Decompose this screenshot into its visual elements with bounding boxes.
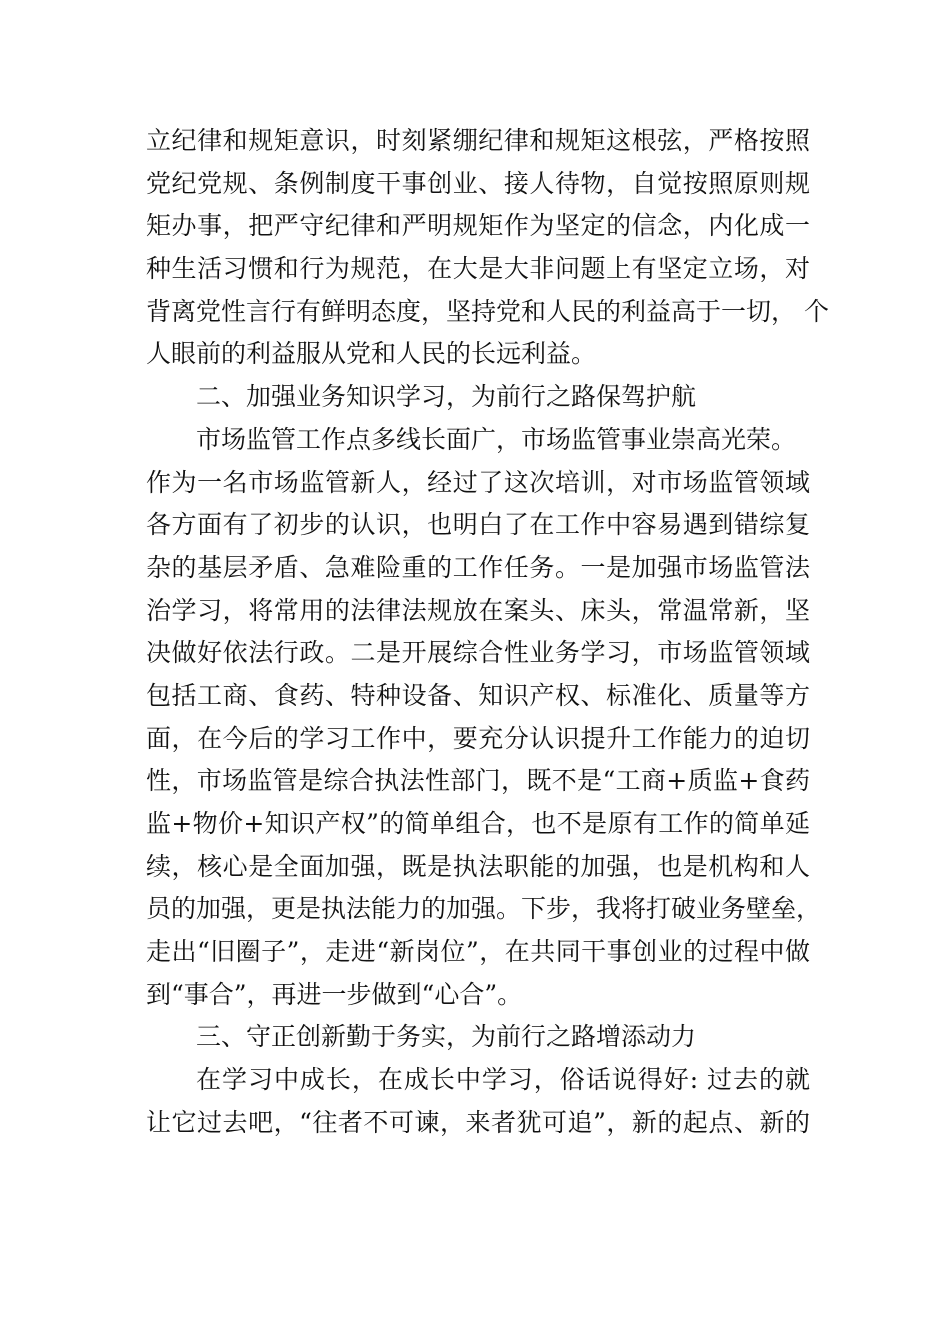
- text-line: 立纪律和规矩意识，时刻紧绷纪律和规矩这根弦，严格按照: [146, 126, 810, 155]
- text-line: 作为一名市场监管新人，经过了这次培训，对市场监管领域: [146, 467, 810, 497]
- text-line: 员的加强，更是执法能力的加强。下步，我将打破业务壁垒，: [146, 894, 822, 924]
- text-line: 性，市场监管是综合执法性部门，既不是“工商+质监+食药: [146, 766, 810, 796]
- text-line: 决做好依法行政。二是开展综合性业务学习，市场监管领域: [146, 638, 810, 668]
- text-line: 市场监管工作点多线长面广，市场监管事业崇高光荣。: [196, 424, 797, 454]
- text-line: 走出“旧圈子”，走进“新岗位”，在共同干事创业的过程中做: [146, 937, 810, 967]
- document-body: [146, 120, 829, 1145]
- text-line: 在学习中成长，在成长中学习，俗话说得好: 过去的就: [196, 1065, 810, 1095]
- text-line: 杂的基层矛盾、急难险重的工作任务。一是加强市场监管法: [146, 552, 810, 582]
- text-line: 包括工商、食药、特种设备、知识产权、标准化、质量等方: [146, 680, 810, 710]
- text-line: 面，在今后的学习工作中，要充分认识提升工作能力的迫切: [146, 723, 810, 753]
- text-line: 矩办事，把严守纪律和严明规矩作为坚定的信念，内化成一: [146, 211, 810, 241]
- text-line: 续，核心是全面加强，既是执法职能的加强，也是机构和人: [146, 851, 810, 881]
- text-line: 让它过去吧，“往者不可谏，来者犹可追”，新的起点、新的: [146, 1107, 810, 1137]
- text-line: 各方面有了初步的认识，也明白了在工作中容易遇到错综复: [146, 510, 810, 540]
- text-line: 到“事合”，再进一步做到“心合”。: [146, 979, 523, 1009]
- text-line: 三、守正创新勤于务实，为前行之路增添动力: [196, 1022, 697, 1052]
- text-line: 二、加强业务知识学习，为前行之路保驾护航: [196, 382, 697, 412]
- text-line: 监+物价+知识产权”的简单组合，也不是原有工作的简单延: [146, 809, 810, 838]
- text-line: 背离党性言行有鲜明态度，坚持党和人民的利益高于一切， 个: [146, 296, 829, 326]
- text-line: 党纪党规、条例制度干事创业、接人待物，自觉按照原则规: [146, 168, 810, 198]
- text-line: 人眼前的利益服从党和人民的长远利益。: [146, 339, 597, 369]
- text-line: 种生活习惯和行为规范，在大是大非问题上有坚定立场，对: [146, 254, 810, 284]
- text-line: 治学习，将常用的法律法规放在案头、床头，常温常新，坚: [146, 595, 810, 625]
